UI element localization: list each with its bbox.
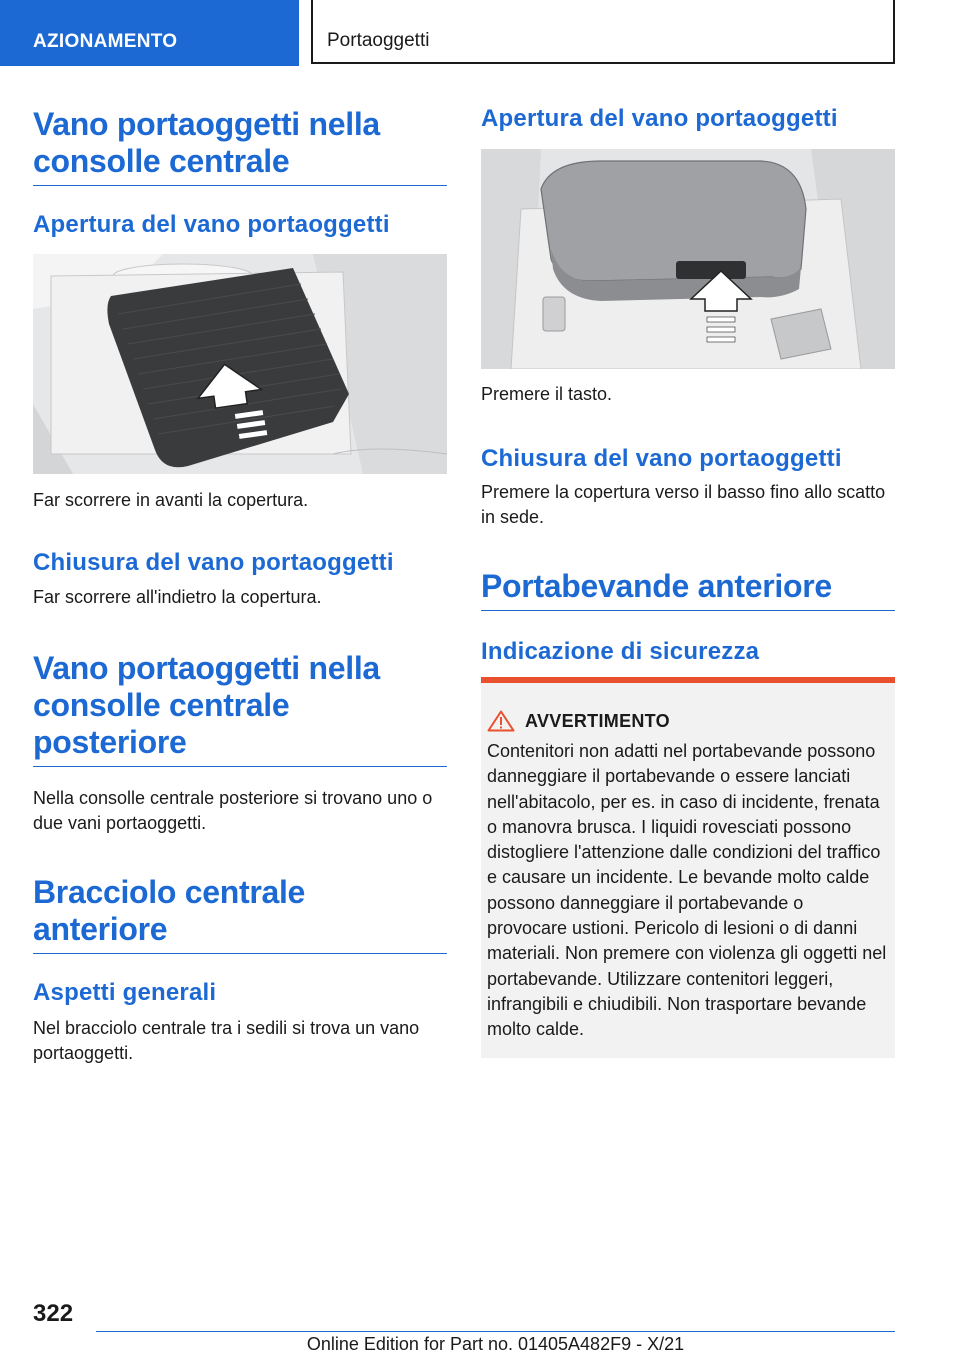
- figure-armrest-button: [481, 149, 895, 369]
- text-close-compartment: Far scorrere all'indietro la copertura.: [33, 587, 322, 607]
- section-header: [311, 0, 895, 64]
- subheading-open-compartment: Apertura del vano portaoggetti: [33, 211, 390, 238]
- caption-press-button: Premere il tasto.: [481, 384, 613, 404]
- subheading-close-armrest: Chiusura del vano portaoggetti: [481, 445, 842, 472]
- text-close-armrest: Premere la copertura verso il basso fino allo scatto in sede.: [481, 482, 886, 527]
- warning-text: Contenitori non adatti nel portabevande possono danneggiare il portabevande o essere lanciati nell'abitacolo, per es. in caso di incidente, frenata o manovra brusca. I liquidi rovesciati possono distogliere l'attenzione dalle condizioni del traffico e causare un incidente. Le bevande molto calde possono danneggiare il portabevande o provocare ustioni. Pericolo di lesioni o di danni materiali. Non premere con violenza gli oggetti nel portabevande. Utilizzare contenitori leggeri, infrangibili e chiudibili. Non trasportare bevande molto calde.: [487, 741, 887, 1040]
- text-rear-console: Nella consolle centrale posteriore si trovano uno o due vani portaoggetti.: [33, 788, 433, 833]
- warning-title: AVVERTIMENTO: [525, 710, 670, 731]
- heading-rear-console: Vano portaoggetti nella consolle centrale posteriore: [33, 650, 447, 767]
- subheading-safety: Indicazione di sicurezza: [481, 638, 760, 665]
- footer-edition: Online Edition for Part no. 01405A482F9 - X/21: [306, 1334, 685, 1354]
- subheading-open-armrest: Apertura del vano portaoggetti: [481, 105, 838, 132]
- section-label: Portaoggetti: [327, 30, 430, 51]
- footer-divider: [96, 1331, 895, 1332]
- page-number: 322: [33, 1300, 74, 1327]
- warning-title-row: [487, 709, 887, 733]
- heading-front-armrest: Bracciolo centrale anteriore: [33, 874, 447, 954]
- warning-triangle-icon: [487, 710, 515, 732]
- chapter-tab: [0, 0, 299, 66]
- caption-slide-cover: Far scorrere in avanti la copertura.: [33, 490, 309, 510]
- figure-console-cover: [33, 254, 447, 474]
- subheading-general: Aspetti generali: [33, 979, 217, 1006]
- text-general: Nel bracciolo centrale tra i sedili si trova un vano portaoggetti.: [33, 1018, 420, 1063]
- chapter-label: AZIONAMENTO: [33, 31, 178, 52]
- heading-front-cupholder: Portabevande anteriore: [481, 568, 895, 611]
- heading-center-console: Vano portaoggetti nella consolle centrale: [33, 106, 447, 186]
- warning-box: [481, 677, 895, 1058]
- subheading-close-compartment: Chiusura del vano portaoggetti: [33, 549, 394, 576]
